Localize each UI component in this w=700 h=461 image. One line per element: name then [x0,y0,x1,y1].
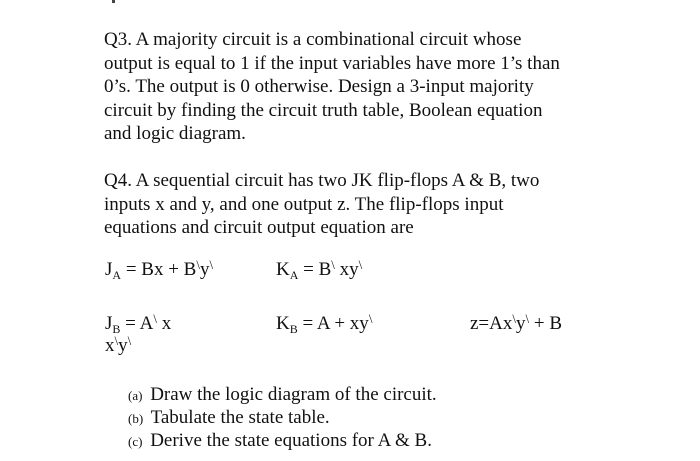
prime-mark: \ [153,311,157,326]
q4-line: Q4. A sequential circuit has two JK flip-flops A & B, two [104,170,540,191]
eq-text: = B [298,259,332,280]
eq-subscript: B [289,322,298,336]
eq-text: = A + xy [297,313,369,334]
prime-mark: \ [209,257,214,272]
eq-var: J [105,313,113,334]
eq-text: y [516,313,526,334]
q3-line: Q3. A majority circuit is a combinational circuit whose [104,29,522,50]
prime-mark: \ [512,311,516,326]
prime-mark: \ [196,257,200,272]
equation-kb [276,313,372,335]
q3-line: 0’s. The output is 0 otherwise. Design a 3-input majority [104,76,534,97]
list-item [128,384,437,407]
equation-continuation [105,335,131,357]
task-text: Derive the state equations for A & B. [150,430,432,451]
list-item [128,407,437,430]
q3-line: and logic diagram. [104,123,246,144]
list-item [128,430,437,453]
task-text: Draw the logic diagram of the circuit. [150,384,437,405]
q3-line: circuit by finding the circuit truth table, Boolean equation [104,99,543,121]
eq-text: = Bx + B [121,259,197,280]
eq-text: x [105,335,115,356]
eq-text: = A [120,313,154,334]
prime-mark: \ [368,311,373,326]
q3-line: output is equal to 1 if the input variables have more 1’s than [104,52,560,74]
task-marker: (a) [128,388,143,403]
eq-subscript: B [112,322,121,336]
eq-text: + B [529,313,563,334]
task-marker: (b) [128,411,144,426]
eq-var: J [105,259,113,280]
equation-z [470,313,562,335]
eq-text: z=Ax [470,313,513,334]
equation-ka [276,259,362,281]
eq-text: x [156,313,172,334]
q4-line: inputs x and y, and one output z. The flip-flops input [104,193,504,215]
prime-mark: \ [114,333,119,348]
eq-var: K [276,313,290,334]
task-marker: (c) [128,434,143,449]
eq-text: y [118,335,128,356]
eq-subscript: A [112,268,122,282]
eq-text: y [199,259,210,280]
eq-text: xy [334,259,359,280]
page-edge-mark [112,0,115,3]
eq-var: K [276,259,290,280]
q4-line: equations and circuit output equation are [104,217,414,238]
eq-subscript: A [289,268,299,282]
prime-mark: \ [358,257,363,272]
task-text: Tabulate the state table. [150,407,330,428]
prime-mark: \ [331,257,335,272]
prime-mark: \ [127,333,132,348]
prime-mark: \ [525,311,530,326]
equation-ja [105,259,213,281]
question-4 [104,169,604,240]
equation-jb [105,313,171,335]
task-list [128,384,437,453]
question-3 [104,28,604,146]
